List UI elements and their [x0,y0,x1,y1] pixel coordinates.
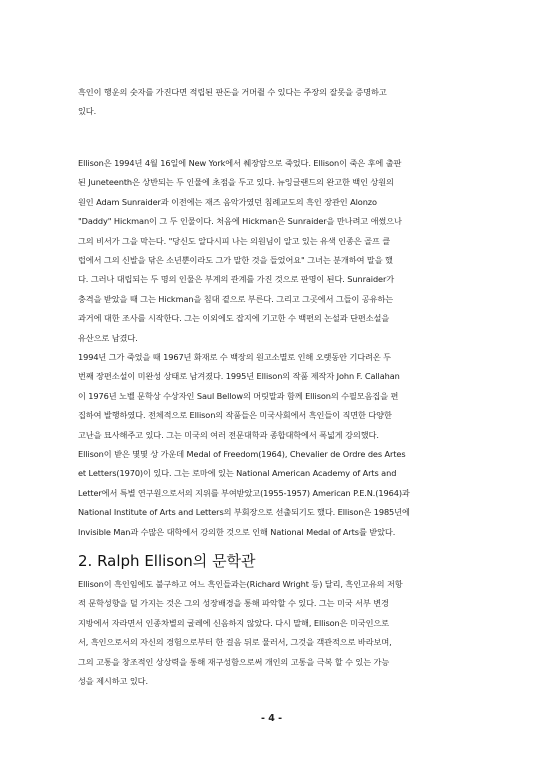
text-line: National Institute of Arts and Letters의 부회장으로 선출되기도 했다. Ellison은 1985년에 [78,507,410,518]
text-line: 흑인이 행운의 숫자를 가진다면 적립된 판돈을 거머쥘 수 있다는 주장의 잘못을 증명하고 [78,87,387,97]
text-line: 성을 제시하고 있다. [78,676,148,687]
paragraph-1 [78,83,468,122]
text-line: 번째 장편소설이 미완성 상태로 남겨졌다. 1995년 Ellison의 작품 제작자 John F. Callahan [78,371,400,382]
text-line: Invisible Man과 수많은 대학에서 강의한 것으로 인해 National Medal of Arts를 받았다. [78,526,396,537]
text-line: 있다. [78,106,97,117]
text-line: 다. 그러나 대립되는 두 명의 인물은 부계의 관계를 가진 것으로 판명이 된다. Sunraider가 [78,274,395,285]
text-line: 1994년 그가 죽었을 때 1967년 화재로 수 백장의 원고소멸로 인해 오랫동안 기다려온 두 [78,352,391,362]
paragraph-4 [78,575,468,691]
text-line: 충격을 받았을 때 그는 Hickman을 침대 곁으로 부른다. 그리고 그곳에서 그들이 공유하는 [78,293,394,304]
text-line: 유산으로 남겼다. [78,332,138,343]
text-line: Ellison이 받은 몇몇 상 가운데 Medal of Freedom(1964), Chevalier de Ordre des Artes [78,449,406,460]
text-line: 과거에 대한 조사를 시작한다. 그는 이외에도 잡지에 기고한 수 백편의 논설과 단편소설을 [78,313,390,324]
text-line: Ellison이 흑인임에도 불구하고 여느 흑인들과는(Richard Wright 등) 달리, 흑인고유의 저항 [78,579,403,589]
section-heading: 2. Ralph Ellison의 문학관 [78,552,256,570]
text-line: "Daddy" Hickman이 그 두 인물이다. 처음에 Hickman은 Sunraider을 만나려고 애썼으나 [78,216,402,227]
text-line: 적 문학성향을 덜 가지는 것은 그의 성장배경을 통해 파악할 수 있다. 그는 미국 서부 변경 [78,598,389,609]
text-line: 럽에서 그의 신발을 닦은 소년뿐이라도 그가 말한 것을 들었어요" 그녀는 분개하여 말을 했 [78,255,393,266]
text-line: 지방에서 자라면서 인종차별의 굴레에 신음하지 않았다. 다시 말해, Ellison은 미국인으로 [78,617,389,628]
text-line: 그의 고통을 창조적인 상상력을 통해 재구성함으로써 개인의 고통을 극복 할 수 있는 가능 [78,656,390,667]
paragraph-3 [78,348,468,542]
text-line: et Letters(1970)이 있다. 그는 로마에 있는 National American Academy of Arts and [78,468,397,479]
text-line: 고난을 묘사해주고 있다. 그는 미국의 여러 전문대학과 종합대학에서 폭넓게 강의했다. [78,429,379,440]
paragraph-2 [78,154,468,348]
text-line: 집하여 발행하였다. 전체적으로 Ellison의 작품들은 미국사회에서 흑인들이 직면한 다양한 [78,410,392,421]
text-line: Ellison은 1994년 4월 16일에 New York에서 췌장암으로 죽었다. Ellison이 죽은 후에 출판 [78,158,402,168]
text-line: 그의 비서가 그을 막는다. "당신도 알다시피 나는 의원님이 알고 있는 유색 인종은 골프 클 [78,235,391,246]
text-line: Letter에서 특별 연구원으로서의 지위를 부여받았고(1955-1957) American P.E.N.(1964)과 [78,487,410,498]
page-number: - 4 - [260,713,283,724]
text-line: 원인 Adam Sunraider과 이전에는 재즈 음악가였던 침례교도의 흑인 장관인 Alonzo [78,196,377,207]
text-line: 이 1976년 노벨 문학상 수상자인 Saul Bellow의 머릿말과 함께 Ellison의 수필모음집을 편 [78,390,399,401]
text-line: 서, 흑인으로서의 자신의 경험으로부터 한 걸음 뒤로 물러서, 그것을 객관적으로 바라보며, [78,637,392,648]
text-line: 된 Juneteenth은 상반되는 두 인물에 초점을 두고 있다. 뉴잉글랜드의 완고한 백인 상원의 [78,177,394,188]
